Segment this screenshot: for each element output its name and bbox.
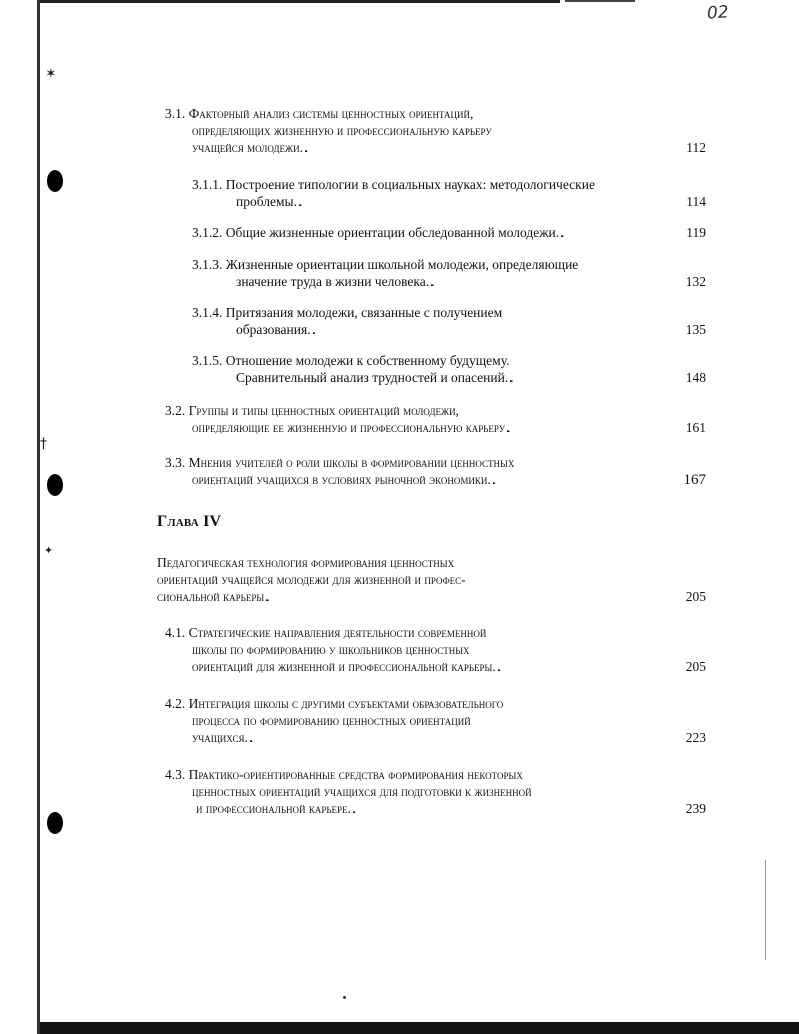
toc-page-number: 135 (685, 321, 706, 337)
scan-edge-bottom (40, 1022, 799, 1034)
toc-entry (165, 696, 706, 746)
toc-entry-title: ориентаций учащейся молодежи для жизненной и профес- (157, 571, 466, 587)
dot-leader (299, 194, 684, 211)
toc-entry-title: 3.1.3. Жизненные ориентации школьной молодежи, определяющие (192, 257, 579, 272)
punch-hole-icon (47, 474, 63, 496)
scan-edge-top-fragment (565, 0, 635, 2)
dot-leader (498, 659, 684, 676)
dot-leader (507, 420, 684, 437)
toc-entry-title: сиональной карьеры (157, 588, 265, 604)
toc-entry-title: значение труда в жизни человека. (236, 273, 430, 289)
toc-page-number: 239 (685, 800, 706, 816)
speck-icon: † (40, 436, 47, 452)
toc-entry-title: Педагогическая технология формирования ценностных (157, 555, 455, 570)
punch-hole-icon (47, 812, 63, 834)
toc-entry-title: учащихся. (192, 729, 248, 745)
toc-entry-title: школы по формированию у школьников ценностных (192, 641, 470, 657)
toc-entry-title: проблемы. (236, 193, 297, 209)
toc-page-number: 114 (686, 193, 706, 209)
dot-leader (431, 274, 684, 291)
speck-icon: ✦ (44, 544, 54, 557)
toc-entry-title: 4.1. Стратегические направления деятельности современной (165, 625, 487, 640)
toc-page-number: 148 (685, 369, 706, 385)
toc-entry-title: определяющих жизненную и профессиональную карьеру (192, 122, 492, 138)
toc-entry (165, 106, 706, 156)
toc-page-number: 161 (685, 419, 706, 435)
toc-entry-title: учащейся молодежи. (192, 139, 303, 155)
toc-entry-title: ориентаций учащихся в условиях рыночной экономики. (192, 471, 491, 487)
toc-page-number: 132 (685, 273, 706, 289)
dot-leader (266, 589, 684, 606)
toc-page-number: 167 (683, 471, 706, 488)
toc-entry-title: 4.3. Практико-ориентированные средства формирования некоторых (165, 767, 523, 782)
toc-entry (157, 555, 706, 605)
toc-entry (165, 767, 706, 817)
dot-leader (510, 370, 684, 387)
toc-entry-title: 3.1. Факторный анализ системы ценностных ориентаций, (165, 106, 474, 121)
speck-icon (343, 996, 346, 999)
toc-page-number: 205 (685, 588, 706, 604)
toc-entry-title: 3.1.1. Построение типологии в социальных науках: методологические (192, 177, 595, 192)
toc-entry-title: и профессиональной карьере. (196, 800, 351, 816)
toc-entry (192, 177, 706, 211)
toc-entry-title: Сравнительный анализ трудностей и опасений. (236, 369, 509, 385)
punch-hole-icon (47, 170, 63, 192)
toc-entry-title: 4.2. Интеграция школы с другими субъектами образовательного (165, 696, 504, 711)
chapter-heading: Глава IV (157, 513, 222, 530)
scan-edge-top (40, 0, 560, 3)
dot-leader (493, 472, 682, 489)
dot-leader (313, 322, 684, 339)
toc-entry-title: ценностных ориентаций учащихся для подготовки к жизненной (192, 783, 532, 799)
toc-entry-title: 3.3. Мнения учителей о роли школы в формировании ценностных (165, 455, 515, 470)
dot-leader (305, 140, 684, 157)
toc-page-number: 119 (686, 225, 706, 240)
toc-entry-title: 3.2. Группы и типы ценностных ориентаций молодежи, (165, 403, 459, 418)
toc-entry-title: 3.1.2. Общие жизненные ориентации обследованной молодежи. (192, 225, 560, 240)
toc-entry (165, 455, 706, 489)
toc-page-number: 223 (685, 729, 706, 745)
toc-entry (192, 257, 706, 291)
speck-icon: ✶ (45, 66, 57, 82)
dot-leader (250, 730, 684, 747)
toc-page-number: 205 (685, 658, 706, 674)
toc-entry-title: ориентаций для жизненной и профессиональной карьеры. (192, 658, 496, 674)
toc-entry-title: образования. (236, 321, 311, 337)
toc-entry (192, 353, 706, 387)
dot-leader (353, 801, 684, 818)
toc-entry-title: процесса по формированию ценностных ориентаций (192, 712, 471, 728)
toc-entry-title: 3.1.5. Отношение молодежи к собственному будущему. (192, 353, 510, 368)
dot-leader (561, 225, 684, 242)
toc-entry-title: определяющие ее жизненную и профессиональную карьеру (192, 419, 506, 435)
scan-edge-right (765, 860, 766, 960)
scan-edge-left (37, 0, 40, 1034)
toc-entry (192, 305, 706, 339)
handwritten-page-mark: 02 (706, 2, 730, 24)
toc-page-number: 112 (686, 139, 706, 155)
toc-entry (165, 625, 706, 675)
toc-entry (192, 225, 706, 242)
toc-entry-title: 3.1.4. Притязания молодежи, связанные с получением (192, 305, 503, 320)
toc-entry (165, 403, 706, 437)
